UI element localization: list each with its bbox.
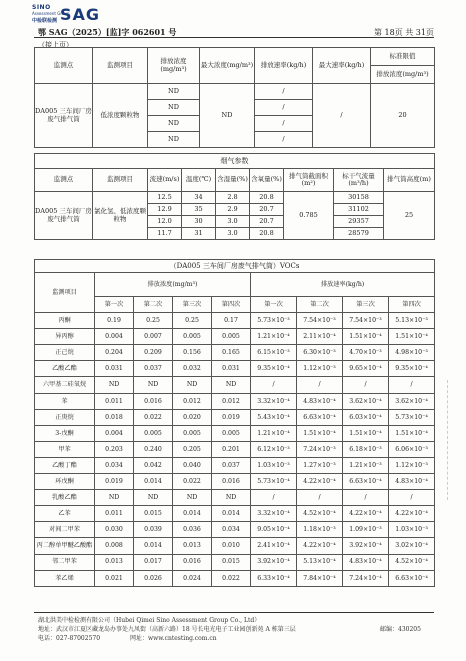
conc-cell: 0.031 xyxy=(95,361,134,377)
conc-cell: 0.013 xyxy=(95,554,134,570)
compound-name: 正己烷 xyxy=(35,345,95,361)
conc-cell: ND xyxy=(95,490,134,506)
header-cell: 标准限值 xyxy=(371,48,435,66)
header-cell: 含湿量(%) xyxy=(216,169,250,192)
table-row xyxy=(35,345,435,361)
compound-name: 对间二甲苯 xyxy=(35,522,95,538)
rate-cell: / xyxy=(255,116,313,132)
value-cell: 28579 xyxy=(334,228,384,240)
header-cell: 排放浓度(mg/m³) xyxy=(148,48,200,84)
rate-cell: / xyxy=(343,377,389,393)
conc-cell: 0.037 xyxy=(212,457,251,473)
value-cell: 20.8 xyxy=(250,192,284,204)
table-row xyxy=(35,554,435,570)
footer-phone: 电话：027-87002570 xyxy=(38,635,101,642)
conc-cell: ND xyxy=(134,490,173,506)
rate-cell: 9.05×10⁻⁴ xyxy=(251,522,297,538)
conc-cell: 0.005 xyxy=(212,425,251,441)
value-cell: 20.8 xyxy=(250,228,284,240)
logo-sino-text: SINO xyxy=(32,4,51,11)
rate-cell: 1.51×10⁻⁴ xyxy=(389,329,435,345)
table-row xyxy=(35,538,435,554)
value-cell: 2.8 xyxy=(216,192,250,204)
conc-cell: 0.016 xyxy=(173,554,212,570)
footer-postcode: 邮编：430205 xyxy=(380,626,421,633)
rate-cell: 6.33×10⁻⁴ xyxy=(251,570,297,586)
rate-cell: 6.18×10⁻³ xyxy=(343,441,389,457)
rate-cell: 3.92×10⁻⁴ xyxy=(251,554,297,570)
rate-cell: 4.98×10⁻³ xyxy=(389,345,435,361)
conc-cell: 0.203 xyxy=(95,441,134,457)
time-header: 第四次 xyxy=(389,297,435,313)
compound-name: 异丙醇 xyxy=(35,329,95,345)
compound-name: 乳酸乙酯 xyxy=(35,490,95,506)
conc-cell: 0.015 xyxy=(134,506,173,522)
compound-name: 3-戊酮 xyxy=(35,425,95,441)
conc-cell: 0.022 xyxy=(173,474,212,490)
rate-cell: 2.41×10⁻⁴ xyxy=(251,538,297,554)
table-row xyxy=(35,313,435,329)
header-cell: 排放速率(kg/h) xyxy=(251,273,435,297)
rate-cell: 6.15×10⁻³ xyxy=(251,345,297,361)
rate-cell: 3.32×10⁻⁴ xyxy=(251,393,297,409)
rate-cell: 7.54×10⁻³ xyxy=(297,313,343,329)
max-conc-cell: ND xyxy=(200,84,255,148)
rate-cell: / xyxy=(251,490,297,506)
rate-cell: / xyxy=(343,490,389,506)
rate-cell: 5.13×10⁻³ xyxy=(389,313,435,329)
rate-cell: 6.63×10⁻⁴ xyxy=(343,474,389,490)
rate-cell: 1.12×10⁻³ xyxy=(389,457,435,473)
conc-cell: 0.014 xyxy=(134,474,173,490)
conc-cell: ND xyxy=(134,377,173,393)
rate-cell: 5.73×10⁻³ xyxy=(251,313,297,329)
rate-cell: 7.54×10⁻³ xyxy=(343,313,389,329)
table-row xyxy=(35,506,435,522)
monitoring-point: DA005 三车间厂房废气排气筒 xyxy=(35,192,93,240)
conc-cell: ND xyxy=(95,377,134,393)
rate-cell: 6.30×10⁻³ xyxy=(297,345,343,361)
rate-cell: 9.35×10⁻⁴ xyxy=(389,361,435,377)
compound-name: 乙苯 xyxy=(35,506,95,522)
conc-cell: 0.022 xyxy=(134,409,173,425)
table-caption: （DA005 三车间厂房废气排气筒）VOCs xyxy=(35,260,435,273)
rate-cell: 4.22×10⁻⁴ xyxy=(297,538,343,554)
value-cell: 29357 xyxy=(334,216,384,228)
compound-name: 苯 xyxy=(35,393,95,409)
header-cell: 流速(m/s) xyxy=(148,169,182,192)
conc-cell: 0.156 xyxy=(173,345,212,361)
table-row xyxy=(35,490,435,506)
conc-cell: 0.014 xyxy=(212,506,251,522)
rate-cell: 1.51×10⁻⁴ xyxy=(343,425,389,441)
rate-cell: 6.06×10⁻³ xyxy=(389,441,435,457)
conc-cell: 0.032 xyxy=(173,361,212,377)
conc-cell: 0.010 xyxy=(212,538,251,554)
conc-cell: 0.25 xyxy=(173,313,212,329)
value-cell: 20.7 xyxy=(250,204,284,216)
compound-name: 乙酸丁酯 xyxy=(35,457,95,473)
conc-cell: 0.011 xyxy=(95,393,134,409)
header-cell: 排放浓度(mg/m³) xyxy=(371,66,435,84)
table-row xyxy=(35,393,435,409)
conc-cell: 0.016 xyxy=(134,393,173,409)
compound-name: 丙二醇单甲醚乙酸酯 xyxy=(35,538,95,554)
table-row xyxy=(35,457,435,473)
rate-cell: / xyxy=(389,490,435,506)
rate-cell: / xyxy=(255,100,313,116)
rate-cell: 1.18×10⁻³ xyxy=(297,522,343,538)
rate-cell: 7.24×10⁻⁴ xyxy=(343,570,389,586)
table-row xyxy=(35,329,435,345)
height-cell: 25 xyxy=(384,192,435,240)
company-logo xyxy=(32,4,112,26)
value-cell: 3.0 xyxy=(216,228,250,240)
rate-cell: 4.83×10⁻⁴ xyxy=(297,393,343,409)
rate-cell: 1.12×10⁻³ xyxy=(297,361,343,377)
conc-cell: 0.018 xyxy=(95,409,134,425)
rate-cell: 1.03×10⁻³ xyxy=(389,522,435,538)
conc-cell: 0.020 xyxy=(173,409,212,425)
rate-cell: / xyxy=(297,377,343,393)
time-header: 第一次 xyxy=(95,297,134,313)
rate-cell: 1.21×10⁻³ xyxy=(343,457,389,473)
rate-cell: 7.24×10⁻³ xyxy=(297,441,343,457)
rate-cell: 3.32×10⁻⁴ xyxy=(251,506,297,522)
conc-cell: 0.039 xyxy=(134,522,173,538)
rate-cell: 5.13×10⁻⁴ xyxy=(297,554,343,570)
rate-cell: 1.21×10⁻⁴ xyxy=(251,329,297,345)
conc-cell: 0.013 xyxy=(173,538,212,554)
compound-name: 乙酸乙酯 xyxy=(35,361,95,377)
conc-cell: 0.012 xyxy=(173,393,212,409)
conc-cell: 0.022 xyxy=(212,570,251,586)
value-cell: 34 xyxy=(182,192,216,204)
continued-note: （接上页） xyxy=(38,41,73,49)
conc-cell: 0.031 xyxy=(212,361,251,377)
conc-cell: 0.209 xyxy=(134,345,173,361)
conc-cell: 0.204 xyxy=(95,345,134,361)
conc-cell: ND xyxy=(148,100,200,116)
conc-cell: 0.016 xyxy=(212,474,251,490)
header-cell: 含氧量(%) xyxy=(250,169,284,192)
conc-cell: 0.030 xyxy=(95,522,134,538)
vocs-table xyxy=(34,259,435,587)
compound-name: 甲苯 xyxy=(35,441,95,457)
header-cell: 监测点 xyxy=(35,169,93,192)
rate-cell: 4.70×10⁻³ xyxy=(343,345,389,361)
conc-cell: 0.019 xyxy=(95,474,134,490)
header-cell: 温度(℃) xyxy=(182,169,216,192)
value-cell: 12.9 xyxy=(148,204,182,216)
conc-cell: 0.021 xyxy=(95,570,134,586)
rate-cell: 5.73×10⁻⁴ xyxy=(251,474,297,490)
table-caption: 烟气参数 xyxy=(35,154,435,169)
rate-cell: 1.03×10⁻³ xyxy=(251,457,297,473)
conc-cell: 0.165 xyxy=(212,345,251,361)
time-header: 第一次 xyxy=(251,297,297,313)
footer-address: 地址：武汉市江夏区藏龙岛办事处九凤街（高新六路）18 号长电光电子工业园创新苑 A 栋第三层 xyxy=(38,626,296,633)
conc-cell: ND xyxy=(148,116,200,132)
header-cell: 排放浓度(mg/m³) xyxy=(95,273,251,297)
footer-rule xyxy=(34,612,434,613)
rate-cell: 1.51×10⁻⁴ xyxy=(343,329,389,345)
header-cell: 监测项目 xyxy=(35,273,95,313)
conc-cell: 0.205 xyxy=(173,441,212,457)
rate-cell: 4.22×10⁻⁴ xyxy=(297,474,343,490)
rate-cell: 6.03×10⁻⁴ xyxy=(343,409,389,425)
rate-cell: 3.02×10⁻⁴ xyxy=(389,538,435,554)
rate-cell: 4.22×10⁻⁴ xyxy=(389,506,435,522)
logo-sub-text: Assessment Group xyxy=(32,11,70,16)
conc-cell: ND xyxy=(148,132,200,148)
compound-name: 邻二甲苯 xyxy=(35,554,95,570)
rate-cell: 9.35×10⁻⁴ xyxy=(251,361,297,377)
footer-website: 网址：www.cntesting.com.cn xyxy=(130,635,217,642)
conc-cell: 0.004 xyxy=(95,425,134,441)
rate-cell: / xyxy=(255,84,313,100)
header-cell: 监测项目 xyxy=(93,169,148,192)
rate-cell: 3.62×10⁻⁴ xyxy=(389,393,435,409)
conc-cell: ND xyxy=(173,490,212,506)
rate-cell: 1.51×10⁻⁴ xyxy=(389,425,435,441)
conc-cell: ND xyxy=(212,490,251,506)
time-header: 第三次 xyxy=(173,297,212,313)
rate-cell: 4.52×10⁻⁴ xyxy=(297,506,343,522)
conc-cell: 0.034 xyxy=(212,522,251,538)
compound-name: 六甲基二硅氧烷 xyxy=(35,377,95,393)
header-cell: 监测点 xyxy=(35,48,93,84)
value-cell: 30158 xyxy=(334,192,384,204)
rate-cell: 4.83×10⁻⁴ xyxy=(343,554,389,570)
compound-name: 丙酮 xyxy=(35,313,95,329)
table-row xyxy=(35,474,435,490)
rate-cell: 2.11×10⁻⁴ xyxy=(297,329,343,345)
conc-cell: 0.040 xyxy=(173,457,212,473)
rate-cell: 5.73×10⁻⁴ xyxy=(389,409,435,425)
footer-company: 湖北洪美中检检测有限公司（Hubei Qimei Sino Assessment Group Co., Ltd） xyxy=(38,617,261,624)
limit-cell: 20 xyxy=(371,84,435,148)
header-cell: 排气筒截面积(m²) xyxy=(284,169,334,192)
value-cell: 11.7 xyxy=(148,228,182,240)
header-cell: 标干气流量(m³/h) xyxy=(334,169,384,192)
value-cell: 35 xyxy=(182,204,216,216)
conc-cell: 0.005 xyxy=(134,425,173,441)
conc-cell: 0.25 xyxy=(134,313,173,329)
rate-cell: / xyxy=(297,490,343,506)
value-cell: 3.0 xyxy=(216,216,250,228)
conc-cell: 0.019 xyxy=(212,409,251,425)
logo-cn-text: 中检联检测 xyxy=(32,18,58,24)
max-rate-cell: / xyxy=(313,84,371,148)
vocs-body xyxy=(35,313,435,587)
conc-cell: 0.007 xyxy=(134,329,173,345)
rate-cell: 7.84×10⁻⁴ xyxy=(297,570,343,586)
time-header: 第二次 xyxy=(134,297,173,313)
conc-cell: 0.005 xyxy=(212,329,251,345)
conc-cell: 0.201 xyxy=(212,441,251,457)
conc-cell: 0.011 xyxy=(95,506,134,522)
rate-cell: 9.65×10⁻⁴ xyxy=(343,361,389,377)
rate-cell: 5.43×10⁻⁴ xyxy=(251,409,297,425)
value-cell: 12.0 xyxy=(148,216,182,228)
conc-cell: 0.042 xyxy=(134,457,173,473)
rate-cell: 6.63×10⁻⁴ xyxy=(389,570,435,586)
header-cell: 最大速率(kg/h) xyxy=(313,48,371,84)
conc-cell: 0.017 xyxy=(134,554,173,570)
table-row xyxy=(35,377,435,393)
rate-cell: 4.22×10⁻⁴ xyxy=(343,506,389,522)
conc-cell: 0.014 xyxy=(134,538,173,554)
rate-cell: 1.51×10⁻⁴ xyxy=(297,425,343,441)
table-row xyxy=(35,425,435,441)
page-number: 第 18页 共 31页 xyxy=(374,28,434,37)
rate-cell: 1.09×10⁻³ xyxy=(343,522,389,538)
value-cell: 31 xyxy=(182,228,216,240)
rate-cell: / xyxy=(251,377,297,393)
monitoring-point: DA005 三车间厂房废气排气筒 xyxy=(35,84,93,148)
monitoring-item: 低浓度颗粒物 xyxy=(93,84,148,148)
header-cell: 最大浓度(mg/m³) xyxy=(200,48,255,84)
conc-cell: 0.015 xyxy=(212,554,251,570)
header-cell: 排放速率(kg/h) xyxy=(255,48,313,84)
logo-sag-text: SAG xyxy=(60,5,101,24)
value-cell: 2.9 xyxy=(216,204,250,216)
compound-name: 苯乙烯 xyxy=(35,570,95,586)
conc-cell: 0.005 xyxy=(173,329,212,345)
compound-name: 环戊酮 xyxy=(35,474,95,490)
rate-cell: / xyxy=(255,132,313,148)
conc-cell: 0.034 xyxy=(95,457,134,473)
value-cell: 20.7 xyxy=(250,216,284,228)
flue-gas-table xyxy=(34,153,435,240)
table-row xyxy=(35,522,435,538)
table-row xyxy=(35,361,435,377)
table-row xyxy=(35,409,435,425)
conc-cell: ND xyxy=(148,84,200,100)
rate-cell: / xyxy=(389,377,435,393)
conc-cell: 0.19 xyxy=(95,313,134,329)
conc-cell: ND xyxy=(173,377,212,393)
conc-cell: ND xyxy=(212,377,251,393)
particulate-table xyxy=(34,47,435,148)
conc-cell: 0.026 xyxy=(134,570,173,586)
monitoring-item: 氯化氢、低浓度颗粒物 xyxy=(93,192,148,240)
table-row xyxy=(35,441,435,457)
time-header: 第四次 xyxy=(212,297,251,313)
conc-cell: 0.17 xyxy=(212,313,251,329)
conc-cell: 0.004 xyxy=(95,329,134,345)
conc-cell: 0.005 xyxy=(173,425,212,441)
seam-stamp xyxy=(447,380,460,500)
conc-cell: 0.037 xyxy=(134,361,173,377)
rate-cell: 3.62×10⁻⁴ xyxy=(343,393,389,409)
value-cell: 12.5 xyxy=(148,192,182,204)
conc-cell: 0.240 xyxy=(134,441,173,457)
header-cell: 监测项目 xyxy=(93,48,148,84)
rate-cell: 1.27×10⁻³ xyxy=(297,457,343,473)
conc-cell: 0.012 xyxy=(212,393,251,409)
value-cell: 31102 xyxy=(334,204,384,216)
area-cell: 0.785 xyxy=(284,192,334,240)
header-rule xyxy=(34,37,434,38)
conc-cell: 0.014 xyxy=(173,506,212,522)
compound-name: 正庚烷 xyxy=(35,409,95,425)
rate-cell: 4.83×10⁻⁴ xyxy=(389,474,435,490)
conc-cell: 0.008 xyxy=(95,538,134,554)
rate-cell: 4.52×10⁻⁴ xyxy=(389,554,435,570)
document-number: 鄂 SAG（2025）[监]字 062601 号 xyxy=(38,27,177,37)
rate-cell: 6.63×10⁻⁴ xyxy=(297,409,343,425)
conc-cell: 0.024 xyxy=(173,570,212,586)
time-header: 第二次 xyxy=(297,297,343,313)
rate-cell: 6.12×10⁻³ xyxy=(251,441,297,457)
value-cell: 30 xyxy=(182,216,216,228)
rate-cell: 3.92×10⁻⁴ xyxy=(343,538,389,554)
header-cell: 排气筒高度(m) xyxy=(384,169,435,192)
table-row xyxy=(35,570,435,586)
time-header: 第三次 xyxy=(343,297,389,313)
rate-cell: 1.21×10⁻⁴ xyxy=(251,425,297,441)
conc-cell: 0.036 xyxy=(173,522,212,538)
